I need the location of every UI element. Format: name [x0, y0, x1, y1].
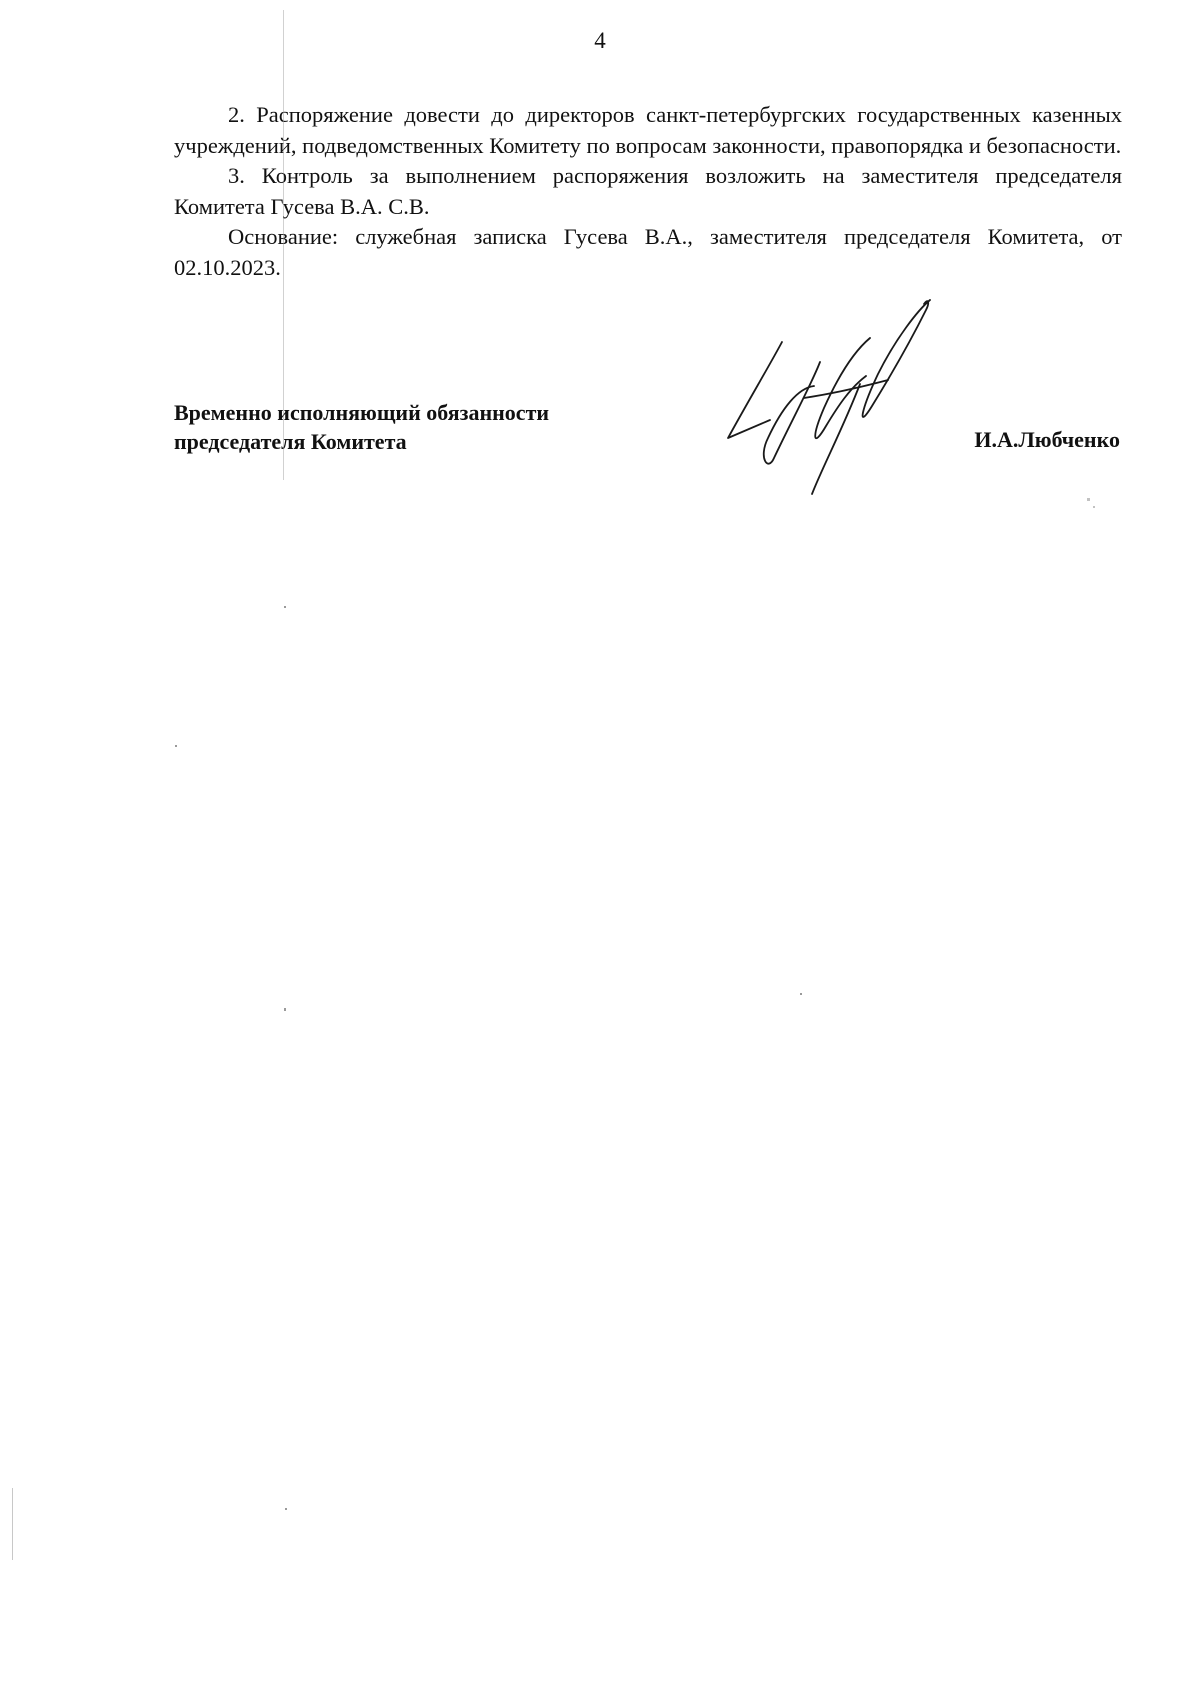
signer-name: И.А.Любченко	[974, 427, 1120, 452]
scan-artifact-line	[12, 1488, 13, 1560]
position-line-1: Временно исполняющий обязанности	[174, 400, 550, 425]
scan-artifact-dot	[284, 1008, 286, 1011]
paragraph-basis: Основание: служебная записка Гусева В.А., заместителя председателя Комитета, от 02.10.2023.	[174, 224, 1122, 280]
scan-artifact-dot	[800, 993, 802, 995]
handwritten-signature	[720, 298, 960, 498]
document-body	[174, 100, 1122, 283]
scan-artifact-dot	[285, 1508, 287, 1510]
scan-artifact-dot	[1093, 506, 1095, 508]
position-line-2: председателя Комитета	[174, 429, 407, 454]
paragraph-item-3: 3. Контроль за выполнением распоряжения возложить на заместителя председателя Комитета Гусева В.А. С.В.	[174, 163, 1122, 219]
signatory-position	[174, 398, 549, 456]
paragraph-item-2: 2. Распоряжение довести до директоров санкт-петербургских государственных казенных учреждений, подведомственных Комитету по вопросам законности, правопорядка и безопасности.	[174, 102, 1122, 158]
scan-artifact-dot	[1087, 498, 1090, 501]
scan-artifact-line	[283, 10, 284, 480]
page-number: 4	[594, 28, 606, 53]
scan-artifact-dot	[175, 745, 177, 747]
scan-artifact-dot	[284, 606, 286, 608]
